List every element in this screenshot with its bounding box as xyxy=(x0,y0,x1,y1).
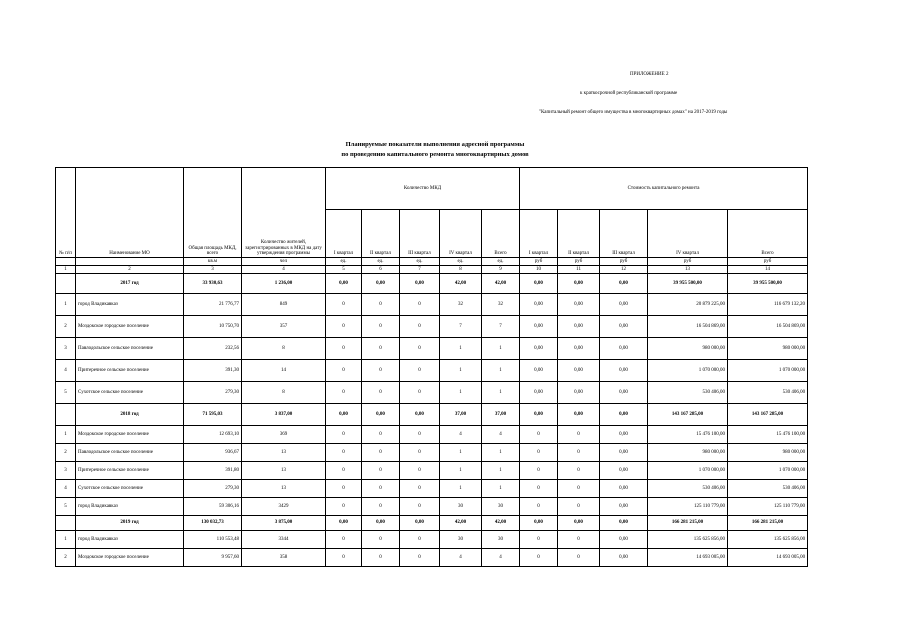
row-value: 0 xyxy=(400,549,440,567)
column-number: 13 xyxy=(648,266,728,274)
row-residents: 8 xyxy=(242,338,326,360)
row-value: 0 xyxy=(362,498,400,516)
row-value: 0,00 xyxy=(600,426,648,444)
year-total-value: 143 167 285,00 xyxy=(728,404,808,426)
col-header-area: Общая площадь МКД, всего xyxy=(184,168,242,258)
row-value: 0 xyxy=(558,480,600,498)
municipality-name: город Владикавказ xyxy=(76,531,184,549)
municipality-name: город Владикавказ xyxy=(76,498,184,516)
row-residents: 14 xyxy=(242,360,326,382)
row-value: 0 xyxy=(362,549,400,567)
row-value: 0,00 xyxy=(558,294,600,316)
year-total-value: 37,00 xyxy=(440,404,482,426)
row-area: 10 750,70 xyxy=(184,316,242,338)
units-row xyxy=(56,258,808,266)
row-value: 0,00 xyxy=(600,382,648,404)
unit-cell: руб xyxy=(648,258,728,266)
year-total-value: 143 167 285,00 xyxy=(648,404,728,426)
row-value: 125 110 779,00 xyxy=(728,498,808,516)
row-value: 0,00 xyxy=(520,294,558,316)
row-number: 1 xyxy=(56,426,76,444)
row-value: 30 xyxy=(440,498,482,516)
row-value: 1 070 000,00 xyxy=(728,462,808,480)
year-cell-empty xyxy=(56,274,76,294)
row-value: 0 xyxy=(362,444,400,462)
column-number: 12 xyxy=(600,266,648,274)
document-title: Планируемые показатели выполнения адресной программы xyxy=(345,141,525,148)
row-area: 279,30 xyxy=(184,480,242,498)
row-value: 0 xyxy=(520,549,558,567)
year-total-value: 0,00 xyxy=(600,274,648,294)
year-total-value: 42,00 xyxy=(482,274,520,294)
row-value: 116 679 132,20 xyxy=(728,294,808,316)
row-value: 980 000,00 xyxy=(648,338,728,360)
municipality-name: Моздокское городское поселение xyxy=(76,549,184,567)
row-value: 0 xyxy=(400,338,440,360)
col-header-mkd-q3: III квартал xyxy=(400,210,440,258)
appendix-label: ПРИЛОЖЕНИЕ 2 xyxy=(630,72,669,77)
unit-cell: ед. xyxy=(362,258,400,266)
row-value: 0 xyxy=(326,316,362,338)
municipality-name: город Владикавказ xyxy=(76,294,184,316)
row-value: 530 406,00 xyxy=(648,382,728,404)
row-value: 135 625 856,00 xyxy=(648,531,728,549)
row-area: 279,30 xyxy=(184,382,242,404)
row-residents: 849 xyxy=(242,294,326,316)
col-header-cost-q2: II квартал xyxy=(558,210,600,258)
year-total-residents: 3 875,00 xyxy=(242,516,326,531)
year-total-value: 42,00 xyxy=(440,274,482,294)
row-value: 0 xyxy=(558,531,600,549)
row-value: 0,00 xyxy=(600,498,648,516)
row-value: 0 xyxy=(326,444,362,462)
row-number: 4 xyxy=(56,360,76,382)
row-value: 0 xyxy=(400,316,440,338)
row-residents: 13 xyxy=(242,444,326,462)
row-number: 3 xyxy=(56,462,76,480)
col-group-mkd: Количество МКД xyxy=(326,168,520,210)
row-number: 2 xyxy=(56,549,76,567)
row-value: 1 xyxy=(440,382,482,404)
unit-cell: чел xyxy=(242,258,326,266)
row-value: 0 xyxy=(558,426,600,444)
row-value: 0 xyxy=(326,498,362,516)
row-value: 0,00 xyxy=(600,444,648,462)
year-total-value: 0,00 xyxy=(520,516,558,531)
row-value: 1 xyxy=(482,480,520,498)
table-row xyxy=(56,338,808,360)
year-label: 2017 год xyxy=(76,274,184,294)
col-header-mkd-q2: II квартал xyxy=(362,210,400,258)
year-total-value: 166 281 215,00 xyxy=(648,516,728,531)
row-value: 1 070 000,00 xyxy=(728,360,808,382)
table-row xyxy=(56,480,808,498)
row-value: 0 xyxy=(326,480,362,498)
table-row xyxy=(56,444,808,462)
municipality-name: Притеречное сельское поселение xyxy=(76,462,184,480)
row-value: 4 xyxy=(440,426,482,444)
row-value: 1 xyxy=(482,338,520,360)
row-value: 0,00 xyxy=(558,360,600,382)
row-value: 0 xyxy=(362,338,400,360)
table-row xyxy=(56,549,808,567)
row-value: 0 xyxy=(400,382,440,404)
column-number: 9 xyxy=(482,266,520,274)
row-value: 15 476 100,00 xyxy=(648,426,728,444)
row-value: 0 xyxy=(400,531,440,549)
unit-cell xyxy=(56,258,76,266)
row-value: 0 xyxy=(520,480,558,498)
table-row xyxy=(56,426,808,444)
table-row xyxy=(56,316,808,338)
row-value: 0,00 xyxy=(520,382,558,404)
row-value: 30 xyxy=(482,531,520,549)
row-value: 32 xyxy=(440,294,482,316)
year-total-value: 0,00 xyxy=(600,404,648,426)
row-value: 1 070 000,00 xyxy=(648,462,728,480)
column-number: 8 xyxy=(440,266,482,274)
row-value: 16 504 869,00 xyxy=(728,316,808,338)
row-value: 0 xyxy=(362,382,400,404)
row-value: 0,00 xyxy=(600,294,648,316)
year-total-value: 0,00 xyxy=(326,404,362,426)
unit-cell: кв.м xyxy=(184,258,242,266)
table-row xyxy=(56,294,808,316)
municipality-name: Павлодольское сельское поселение xyxy=(76,444,184,462)
appendix-subtitle: к краткосрочной республиканской программе xyxy=(580,91,678,96)
unit-cell: ед. xyxy=(482,258,520,266)
row-value: 0,00 xyxy=(558,316,600,338)
row-value: 1 xyxy=(482,382,520,404)
year-total-value: 42,00 xyxy=(440,516,482,531)
row-value: 0,00 xyxy=(600,360,648,382)
row-area: 936,67 xyxy=(184,444,242,462)
column-number: 3 xyxy=(184,266,242,274)
municipality-name: Моздокское городское поселение xyxy=(76,316,184,338)
row-value: 530 406,00 xyxy=(728,382,808,404)
col-group-cost: Стоимость капитального ремонта xyxy=(520,168,808,210)
row-value: 530 406,00 xyxy=(648,480,728,498)
row-value: 0 xyxy=(326,338,362,360)
row-value: 0 xyxy=(326,382,362,404)
col-header-cost-q3: III квартал xyxy=(600,210,648,258)
row-value: 0,00 xyxy=(600,316,648,338)
year-total-value: 0,00 xyxy=(520,274,558,294)
year-total-value: 0,00 xyxy=(400,516,440,531)
row-value: 1 xyxy=(440,444,482,462)
unit-cell: ед. xyxy=(400,258,440,266)
year-total-value: 39 955 500,00 xyxy=(648,274,728,294)
row-value: 0,00 xyxy=(600,338,648,360)
year-cell-empty xyxy=(56,404,76,426)
row-value: 20 879 225,00 xyxy=(648,294,728,316)
col-header-num: № п/п xyxy=(56,168,76,258)
row-value: 0 xyxy=(400,462,440,480)
row-value: 530 406,00 xyxy=(728,480,808,498)
municipality-name: Моздокское городское поселение xyxy=(76,426,184,444)
row-value: 0 xyxy=(520,444,558,462)
row-number: 5 xyxy=(56,498,76,516)
row-value: 1 xyxy=(440,480,482,498)
year-total-value: 0,00 xyxy=(326,274,362,294)
row-value: 980 000,00 xyxy=(728,338,808,360)
row-value: 0 xyxy=(326,426,362,444)
row-value: 0 xyxy=(362,462,400,480)
header-row-groups xyxy=(56,168,808,210)
row-value: 1 xyxy=(440,360,482,382)
indicators-table xyxy=(55,167,808,567)
row-value: 980 000,00 xyxy=(728,444,808,462)
row-residents: 357 xyxy=(242,316,326,338)
row-value: 0 xyxy=(362,316,400,338)
row-area: 9 957,60 xyxy=(184,549,242,567)
row-number: 5 xyxy=(56,382,76,404)
year-total-value: 0,00 xyxy=(362,404,400,426)
row-area: 391,80 xyxy=(184,462,242,480)
table-row xyxy=(56,360,808,382)
row-number: 2 xyxy=(56,444,76,462)
row-value: 0 xyxy=(326,462,362,480)
year-summary-row xyxy=(56,516,808,531)
col-header-cost-q4: IV квартал xyxy=(648,210,728,258)
municipality-name: Сухотское сельское поселение xyxy=(76,480,184,498)
row-value: 1 xyxy=(440,462,482,480)
row-value: 0 xyxy=(400,360,440,382)
row-number: 1 xyxy=(56,294,76,316)
row-residents: 13 xyxy=(242,462,326,480)
row-value: 0,00 xyxy=(600,531,648,549)
row-value: 15 476 100,00 xyxy=(728,426,808,444)
row-value: 0,00 xyxy=(600,462,648,480)
unit-cell xyxy=(76,258,184,266)
row-value: 980 000,00 xyxy=(648,444,728,462)
row-area: 110 553,48 xyxy=(184,531,242,549)
col-header-cost-total: Всего xyxy=(728,210,808,258)
row-value: 0 xyxy=(326,549,362,567)
row-value: 0 xyxy=(400,426,440,444)
row-value: 0 xyxy=(400,444,440,462)
row-value: 0,00 xyxy=(520,316,558,338)
row-value: 32 xyxy=(482,294,520,316)
row-value: 4 xyxy=(482,426,520,444)
program-name: "Капитальный ремонт общего имущества в многоквартирных домах" на 2017-2019 годы xyxy=(539,110,728,115)
col-header-residents: Количество жителей, зарегистрированных в МКД на дату утверждения программы xyxy=(242,168,326,258)
year-total-value: 42,00 xyxy=(482,516,520,531)
row-value: 7 xyxy=(482,316,520,338)
municipality-name: Павлодольское сельское поселение xyxy=(76,338,184,360)
year-total-area: 130 032,73 xyxy=(184,516,242,531)
row-value: 30 xyxy=(440,531,482,549)
col-header-mkd-total: Всего xyxy=(482,210,520,258)
year-total-value: 0,00 xyxy=(400,404,440,426)
row-area: 59 306,16 xyxy=(184,498,242,516)
municipality-name: Притеречное сельское поселение xyxy=(76,360,184,382)
table-row xyxy=(56,531,808,549)
column-number: 10 xyxy=(520,266,558,274)
row-residents: 8 xyxy=(242,382,326,404)
year-total-value: 0,00 xyxy=(362,516,400,531)
column-number: 6 xyxy=(362,266,400,274)
year-total-area: 71 595,03 xyxy=(184,404,242,426)
row-value: 0 xyxy=(362,426,400,444)
year-total-value: 0,00 xyxy=(362,274,400,294)
row-value: 0 xyxy=(520,531,558,549)
row-value: 14 693 005,00 xyxy=(728,549,808,567)
table-row xyxy=(56,462,808,480)
year-total-value: 0,00 xyxy=(326,516,362,531)
row-residents: 13 xyxy=(242,480,326,498)
row-residents: 3429 xyxy=(242,498,326,516)
row-residents: 358 xyxy=(242,549,326,567)
year-summary-row xyxy=(56,404,808,426)
row-number: 3 xyxy=(56,338,76,360)
row-area: 12 693,10 xyxy=(184,426,242,444)
row-value: 0 xyxy=(558,498,600,516)
row-value: 4 xyxy=(440,549,482,567)
row-value: 0,00 xyxy=(600,480,648,498)
row-value: 0,00 xyxy=(520,360,558,382)
row-value: 0 xyxy=(362,294,400,316)
row-value: 0 xyxy=(558,444,600,462)
row-number: 4 xyxy=(56,480,76,498)
unit-cell: руб xyxy=(520,258,558,266)
year-label: 2018 год xyxy=(76,404,184,426)
row-value: 30 xyxy=(482,498,520,516)
unit-cell: ед. xyxy=(326,258,362,266)
col-header-cost-q1: I квартал xyxy=(520,210,558,258)
unit-cell: руб xyxy=(728,258,808,266)
row-value: 1 xyxy=(482,444,520,462)
row-value: 0 xyxy=(558,462,600,480)
year-cell-empty xyxy=(56,516,76,531)
row-value: 0 xyxy=(362,480,400,498)
row-value: 0,00 xyxy=(520,338,558,360)
row-value: 0 xyxy=(520,462,558,480)
row-area: 391,30 xyxy=(184,360,242,382)
row-area: 232,56 xyxy=(184,338,242,360)
row-value: 0 xyxy=(520,426,558,444)
column-number: 5 xyxy=(326,266,362,274)
column-number: 1 xyxy=(56,266,76,274)
unit-cell: ед. xyxy=(440,258,482,266)
row-value: 7 xyxy=(440,316,482,338)
row-value: 125 110 779,00 xyxy=(648,498,728,516)
row-value: 135 625 856,00 xyxy=(728,531,808,549)
table-row xyxy=(56,382,808,404)
row-value: 16 504 869,00 xyxy=(648,316,728,338)
row-value: 0 xyxy=(362,360,400,382)
row-value: 0 xyxy=(400,294,440,316)
row-value: 0 xyxy=(326,360,362,382)
row-residents: 3344 xyxy=(242,531,326,549)
col-header-mkd-q4: IV квартал xyxy=(440,210,482,258)
row-value: 0 xyxy=(400,480,440,498)
year-total-value: 0,00 xyxy=(600,516,648,531)
unit-cell: руб xyxy=(558,258,600,266)
row-value: 0 xyxy=(362,531,400,549)
document-title-line2: по проведению капитального ремонта многоквартирных домов xyxy=(341,151,529,158)
row-value: 0 xyxy=(520,498,558,516)
column-number-row xyxy=(56,266,808,274)
year-total-value: 166 281 215,00 xyxy=(728,516,808,531)
row-area: 21 776,77 xyxy=(184,294,242,316)
column-number: 7 xyxy=(400,266,440,274)
col-header-mkd-q1: I квартал xyxy=(326,210,362,258)
column-number: 4 xyxy=(242,266,326,274)
year-summary-row xyxy=(56,274,808,294)
row-value: 0,00 xyxy=(558,382,600,404)
year-total-value: 0,00 xyxy=(400,274,440,294)
row-value: 4 xyxy=(482,549,520,567)
year-total-value: 39 955 500,00 xyxy=(728,274,808,294)
row-number: 1 xyxy=(56,531,76,549)
row-value: 1 xyxy=(482,360,520,382)
row-residents: 369 xyxy=(242,426,326,444)
year-total-value: 0,00 xyxy=(558,516,600,531)
year-label: 2019 год xyxy=(76,516,184,531)
year-total-area: 33 930,63 xyxy=(184,274,242,294)
table-row xyxy=(56,498,808,516)
unit-cell: руб xyxy=(600,258,648,266)
row-number: 2 xyxy=(56,316,76,338)
row-value: 0,00 xyxy=(600,549,648,567)
year-total-value: 0,00 xyxy=(558,404,600,426)
row-value: 0 xyxy=(400,498,440,516)
row-value: 14 693 005,00 xyxy=(648,549,728,567)
year-total-value: 37,00 xyxy=(482,404,520,426)
row-value: 0 xyxy=(558,549,600,567)
year-total-value: 0,00 xyxy=(520,404,558,426)
municipality-name: Сухотское сельское поселение xyxy=(76,382,184,404)
row-value: 1 xyxy=(440,338,482,360)
year-total-value: 0,00 xyxy=(558,274,600,294)
row-value: 0,00 xyxy=(558,338,600,360)
year-total-residents: 1 236,00 xyxy=(242,274,326,294)
row-value: 1 070 000,00 xyxy=(648,360,728,382)
column-number: 2 xyxy=(76,266,184,274)
year-total-residents: 3 837,00 xyxy=(242,404,326,426)
column-number: 11 xyxy=(558,266,600,274)
row-value: 1 xyxy=(482,462,520,480)
row-value: 0 xyxy=(326,531,362,549)
row-value: 0 xyxy=(326,294,362,316)
column-number: 14 xyxy=(728,266,808,274)
col-header-name: Наименование МО xyxy=(76,168,184,258)
